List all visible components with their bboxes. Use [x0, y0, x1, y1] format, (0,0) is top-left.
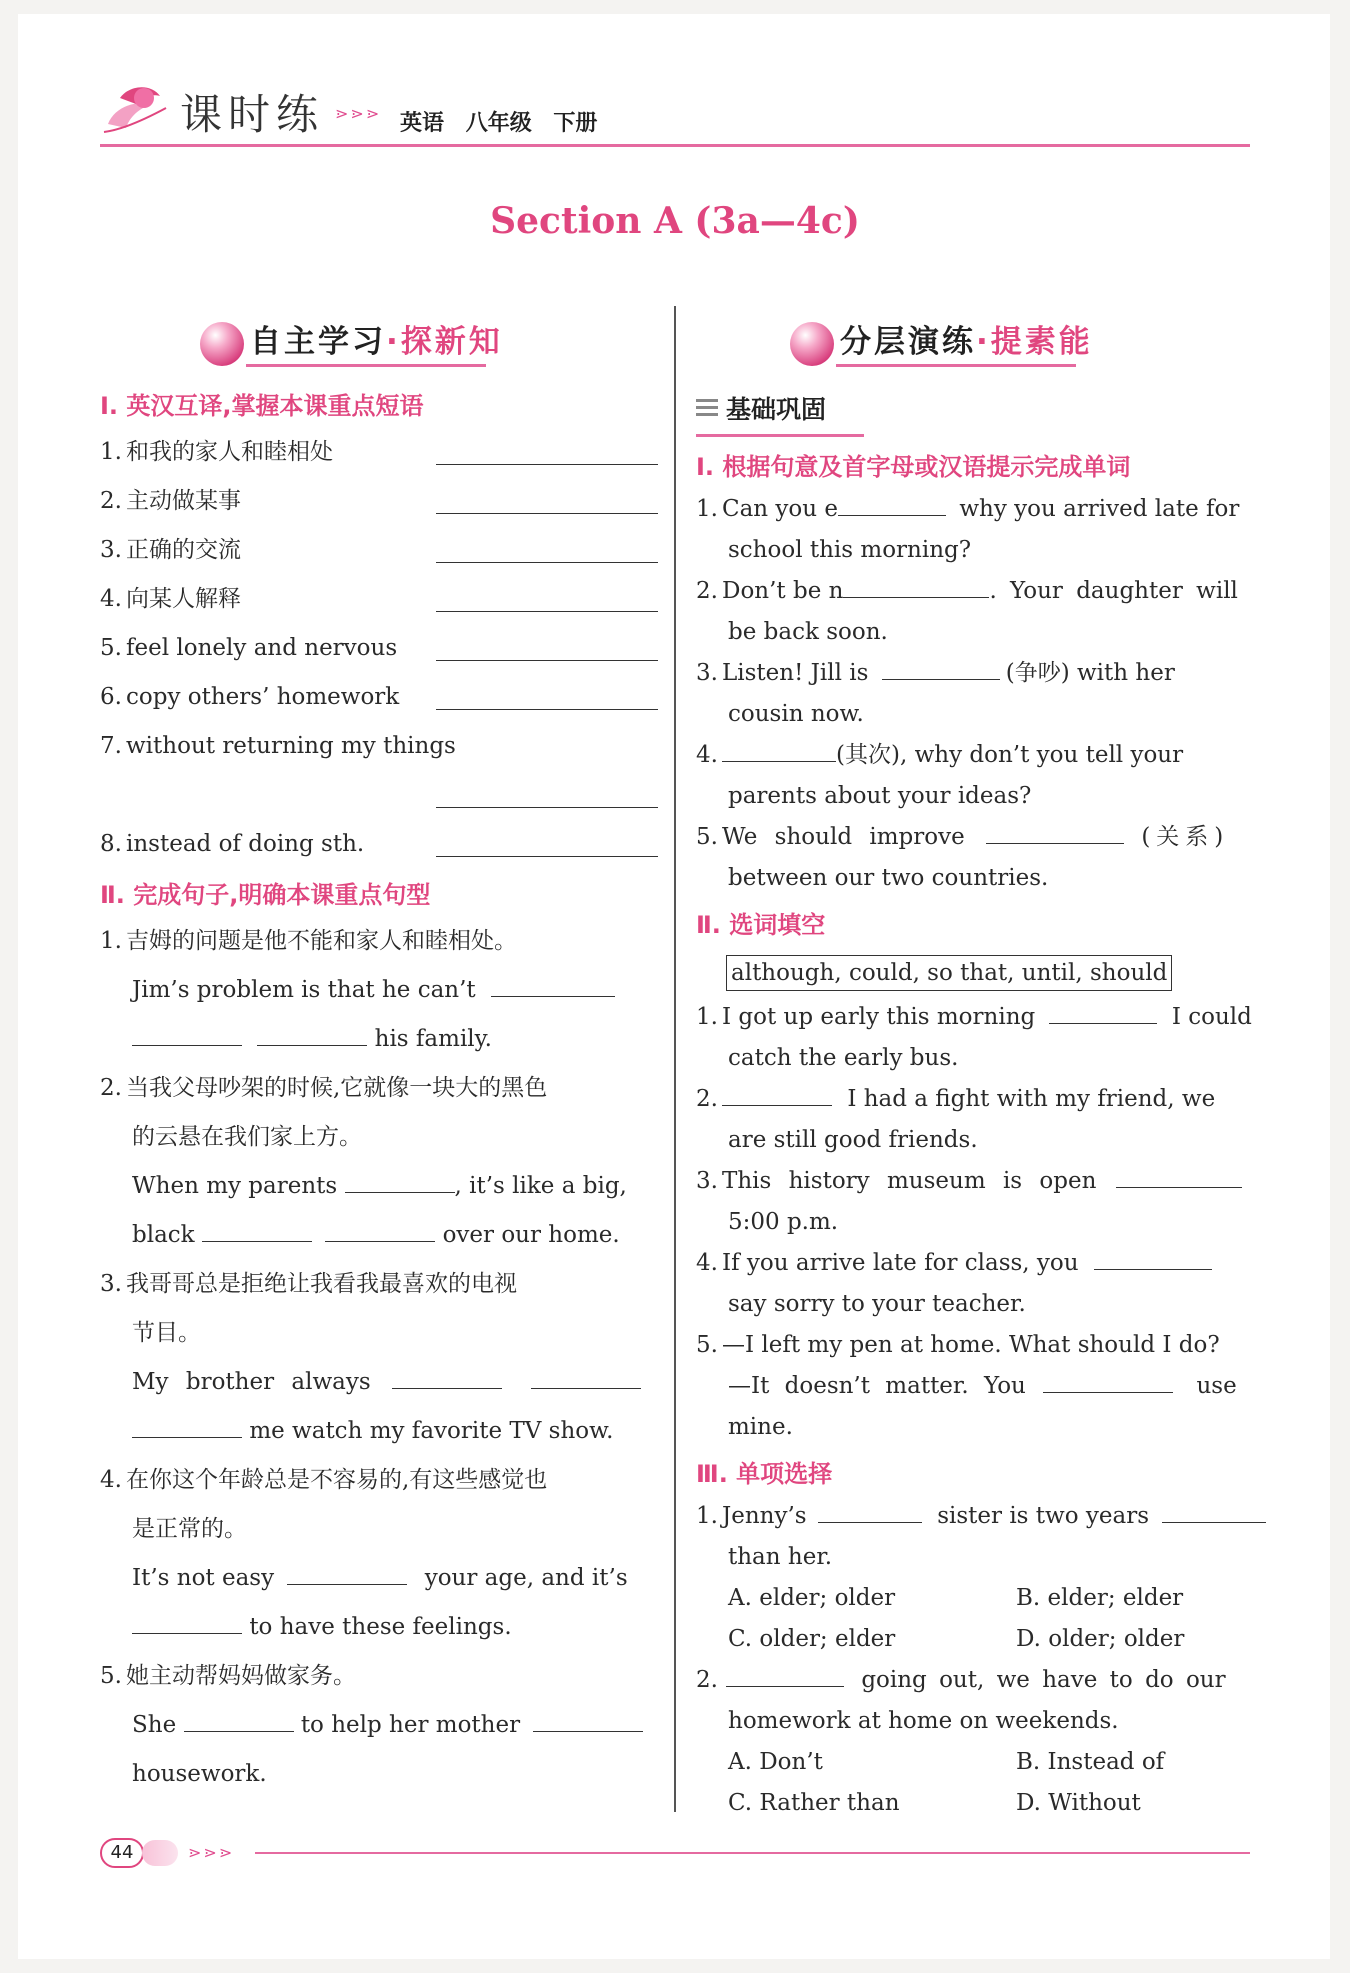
fill-q2: [696, 1079, 1256, 1161]
answer-blank[interactable]: [722, 740, 836, 762]
item-text: feel lonely and nervous: [126, 635, 398, 661]
q-number: 4.: [100, 1467, 122, 1493]
choice-q1: [696, 1496, 1256, 1660]
answer-blank[interactable]: [726, 1665, 844, 1687]
phrase-item: [100, 820, 658, 869]
brand-title: 课时练: [180, 90, 325, 139]
q-number: 1.: [696, 1503, 718, 1529]
answer-blank[interactable]: [838, 494, 946, 516]
item-text: 和我的家人和睦相处: [126, 439, 333, 465]
left-sec1-title: Ⅰ. 英汉互译,掌握本课重点短语: [100, 392, 424, 420]
q-text: cousin now.: [728, 701, 864, 727]
ball-icon: [200, 322, 244, 366]
q-text: Jim’s problem is that he can’t: [132, 977, 476, 1003]
answer-blank[interactable]: [533, 1710, 643, 1732]
q-text: —I left my pen at home. What should I do?: [722, 1332, 1220, 1358]
fill-q1: [696, 997, 1256, 1079]
answer-blank[interactable]: [436, 513, 658, 514]
left-banner-text: [250, 316, 503, 361]
q-text: to help her mother: [300, 1712, 521, 1738]
item-text: instead of doing sth.: [126, 831, 365, 857]
word-q4: [696, 735, 1256, 817]
q-text: 5:00 p.m.: [728, 1209, 839, 1235]
subsection-header: [696, 390, 1256, 426]
answer-blank[interactable]: [436, 562, 658, 563]
q-text: She: [132, 1712, 177, 1738]
option-a[interactable]: A. elder; older: [728, 1585, 896, 1611]
q-chinese: 我哥哥总是拒绝让我看我最喜欢的电视: [126, 1271, 517, 1297]
answer-blank[interactable]: [843, 576, 989, 598]
q-number: 3.: [696, 660, 718, 686]
item-number: 3.: [100, 537, 122, 563]
q-chinese: 的云悬在我们家上方。: [132, 1124, 362, 1150]
q-text: I got up early this morning: [722, 1004, 1036, 1030]
page-header: [100, 76, 1250, 148]
phrase-item: [100, 428, 658, 477]
answer-blank[interactable]: [436, 709, 658, 710]
q-text: over our home.: [442, 1222, 620, 1248]
item-number: 6.: [100, 684, 122, 710]
item-text: 主动做某事: [126, 488, 241, 514]
answer-blank[interactable]: [1162, 1501, 1266, 1523]
q-chinese: 节目。: [132, 1320, 201, 1346]
right-column: [696, 310, 1256, 1824]
q-number: 1.: [696, 1004, 718, 1030]
q-number: 2.: [696, 1086, 718, 1112]
q-chinese: 吉姆的问题是他不能和家人和睦相处。: [126, 928, 517, 954]
header-meta: [400, 106, 597, 137]
item-number: 1.: [100, 439, 122, 465]
q-text: be back soon.: [728, 619, 888, 645]
phrase-list: [100, 428, 658, 869]
options-row: [696, 1783, 1256, 1824]
footer-dots-icon: ⋗⋗⋗: [188, 1843, 235, 1862]
q-text: going out, we have to do our: [861, 1667, 1226, 1693]
section-title: Section A (3a—4c): [490, 200, 860, 242]
item-number: 8.: [100, 831, 122, 857]
sentence-q1: [100, 917, 658, 1064]
page-footer: [100, 1838, 1250, 1868]
item-text: copy others’ homework: [126, 684, 400, 710]
answer-blank[interactable]: [1043, 1371, 1173, 1393]
column-divider: [674, 306, 676, 1812]
q-text: say sorry to your teacher.: [728, 1291, 1026, 1317]
fill-q3: [696, 1161, 1256, 1243]
right-sec2-title: Ⅱ. 选词填空: [696, 911, 826, 939]
left-sec2-title: Ⅱ. 完成句子,明确本课重点句型: [100, 881, 431, 909]
item-text: without returning my things: [126, 733, 456, 759]
answer-blank[interactable]: [184, 1710, 294, 1732]
word-q2: [696, 571, 1256, 653]
q-text: . Your daughter will: [989, 578, 1238, 604]
word-bank-box: although, could, so that, until, should: [726, 955, 1172, 991]
q-text: school this morning?: [728, 537, 972, 563]
option-a[interactable]: A. Don’t: [728, 1749, 823, 1775]
phrase-item: [100, 624, 658, 673]
banner-part2: 提素能: [990, 324, 1093, 360]
answer-blank[interactable]: [392, 1367, 502, 1389]
q-text: This history museum is open: [722, 1168, 1097, 1194]
q-chinese: 在你这个年龄总是不容易的,有这些感觉也: [126, 1467, 548, 1493]
q-text: —It doesn’t matter. You: [728, 1373, 1026, 1399]
options-row: [696, 1742, 1256, 1783]
item-number: 2.: [100, 488, 122, 514]
answer-blank[interactable]: [436, 660, 658, 661]
subsection-underline: [696, 434, 864, 437]
ball-icon: [790, 322, 834, 366]
sentence-q4: [100, 1456, 658, 1652]
q-text: catch the early bus.: [728, 1045, 959, 1071]
q-number: 4.: [696, 1250, 718, 1276]
answer-blank[interactable]: [132, 1024, 242, 1046]
sentence-q2: [100, 1064, 658, 1260]
item-text: 正确的交流: [126, 537, 241, 563]
q-number: 2.: [696, 578, 718, 604]
q-text: Listen! Jill is: [722, 660, 869, 686]
q-text: mine.: [728, 1414, 793, 1440]
book-stack-icon: [696, 397, 720, 419]
fill-q5: [696, 1325, 1256, 1448]
answer-blank[interactable]: [202, 1220, 312, 1242]
q-text: I could: [1171, 1004, 1252, 1030]
q-number: 1.: [100, 928, 122, 954]
q-number: 5.: [696, 1332, 718, 1358]
q-chinese: 她主动帮妈妈做家务。: [126, 1663, 356, 1689]
q-number: 2.: [696, 1667, 718, 1693]
q-text: his family.: [374, 1026, 492, 1052]
left-column: [100, 310, 658, 1799]
word-q5: [696, 817, 1256, 899]
item-number: 7.: [100, 733, 122, 759]
phrase-item: [100, 526, 658, 575]
q-chinese: 当我父母吵架的时候,它就像一块大的黑色: [126, 1075, 548, 1101]
option-c[interactable]: C. older; elder: [728, 1626, 896, 1652]
fill-q4: [696, 1243, 1256, 1325]
q-text: I had a fight with my friend, we: [847, 1086, 1216, 1112]
sentence-q3: [100, 1260, 658, 1456]
answer-blank[interactable]: [345, 1171, 455, 1193]
phrase-item: [100, 673, 658, 722]
header-rule: [100, 144, 1250, 147]
answer-blank[interactable]: [287, 1563, 407, 1585]
q-text: between our two countries.: [728, 865, 1049, 891]
banner-sep: ·: [976, 324, 991, 360]
item-number: 4.: [100, 586, 122, 612]
phrase-item: [100, 575, 658, 624]
right-sec1-title: Ⅰ. 根据句意及首字母或汉语提示完成单词: [696, 453, 1131, 481]
q-text: than her.: [728, 1544, 833, 1570]
option-b[interactable]: B. Instead of: [1016, 1749, 1165, 1775]
q-text: My brother always: [132, 1369, 371, 1395]
banner-part1: 分层演练: [840, 324, 976, 360]
answer-blank[interactable]: [257, 1024, 367, 1046]
q-text: use: [1196, 1373, 1237, 1399]
option-c[interactable]: C. Rather than: [728, 1790, 900, 1816]
banner-part2: 探新知: [400, 324, 503, 360]
answer-blank[interactable]: [491, 975, 615, 997]
footer-puff-icon: [142, 1840, 178, 1866]
q-text: homework at home on weekends.: [728, 1708, 1119, 1734]
right-sec3-title: Ⅲ. 单项选择: [696, 1460, 833, 1488]
answer-blank[interactable]: [132, 1612, 242, 1634]
q-number: 5.: [100, 1663, 122, 1689]
answer-blank[interactable]: [531, 1367, 641, 1389]
q-text: your age, and it’s: [424, 1565, 628, 1591]
q-text: sister is two years: [937, 1503, 1149, 1529]
right-banner: [790, 310, 1256, 380]
options-row: [696, 1578, 1256, 1619]
q-text: (争吵) with her: [1005, 660, 1175, 686]
word-q1: [696, 489, 1256, 571]
option-d[interactable]: D. Without: [1016, 1790, 1141, 1816]
phrase-item: [100, 477, 658, 526]
item-number: 5.: [100, 635, 122, 661]
item-text: 向某人解释: [126, 586, 241, 612]
banner-underline: [836, 364, 1076, 367]
q-text: (其次), why don’t you tell your: [836, 742, 1184, 768]
q-number: 4.: [696, 742, 718, 768]
footer-rule: [255, 1852, 1250, 1854]
q-number: 1.: [696, 496, 718, 522]
page-number: 44: [100, 1838, 144, 1868]
q-text: Jenny’s: [722, 1503, 807, 1529]
left-banner: [200, 310, 658, 380]
subject-label: 英语: [400, 111, 445, 136]
q-number: 2.: [100, 1075, 122, 1101]
q-text: black: [132, 1222, 195, 1248]
answer-blank[interactable]: [436, 856, 658, 857]
q-text: We should improve: [722, 824, 965, 850]
q-number: 5.: [696, 824, 718, 850]
q-text: Don’t be n: [722, 578, 844, 604]
rose-logo-icon: [100, 78, 172, 138]
phrase-item: [100, 722, 658, 820]
answer-blank[interactable]: [818, 1501, 922, 1523]
q-text: It’s not easy: [132, 1565, 275, 1591]
option-b[interactable]: B. elder; elder: [1016, 1585, 1184, 1611]
grade-label: 八年级: [465, 111, 532, 136]
subsection-title: 基础巩固: [726, 395, 827, 424]
answer-blank[interactable]: [436, 611, 658, 612]
q-text: to have these feelings.: [249, 1614, 512, 1640]
answer-blank[interactable]: [436, 807, 658, 808]
q-number: 3.: [696, 1168, 718, 1194]
q-text: why you arrived late for: [959, 496, 1240, 522]
option-d[interactable]: D. older; older: [1016, 1626, 1185, 1652]
right-banner-text: [840, 316, 1093, 361]
sentence-q5: [100, 1652, 658, 1799]
answer-blank[interactable]: [325, 1220, 435, 1242]
answer-blank[interactable]: [1094, 1248, 1212, 1270]
options-row: [696, 1619, 1256, 1660]
q-text: are still good friends.: [728, 1127, 978, 1153]
q-text: me watch my favorite TV show.: [249, 1418, 614, 1444]
q-text: (关系): [1141, 824, 1230, 850]
word-q3: [696, 653, 1256, 735]
answer-blank[interactable]: [1116, 1166, 1242, 1188]
answer-blank[interactable]: [132, 1416, 242, 1438]
answer-blank[interactable]: [882, 658, 1000, 680]
volume-label: 下册: [553, 111, 598, 136]
banner-part1: 自主学习: [250, 324, 386, 360]
q-text: If you arrive late for class, you: [722, 1250, 1079, 1276]
q-text: housework.: [132, 1761, 267, 1787]
q-text: When my parents: [132, 1173, 338, 1199]
answer-blank[interactable]: [1049, 1002, 1157, 1024]
header-dots-icon: ⋗⋗⋗: [335, 104, 382, 123]
answer-blank[interactable]: [436, 464, 658, 465]
answer-blank[interactable]: [986, 822, 1124, 844]
banner-underline: [246, 364, 486, 367]
q-number: 3.: [100, 1271, 122, 1297]
choice-q2: [696, 1660, 1256, 1824]
q-text: Can you e: [722, 496, 839, 522]
q-chinese: 是正常的。: [132, 1516, 247, 1542]
q-text: parents about your ideas?: [728, 783, 1032, 809]
q-text: , it’s like a big,: [454, 1173, 627, 1199]
answer-blank[interactable]: [722, 1084, 832, 1106]
banner-sep: ·: [386, 324, 401, 360]
